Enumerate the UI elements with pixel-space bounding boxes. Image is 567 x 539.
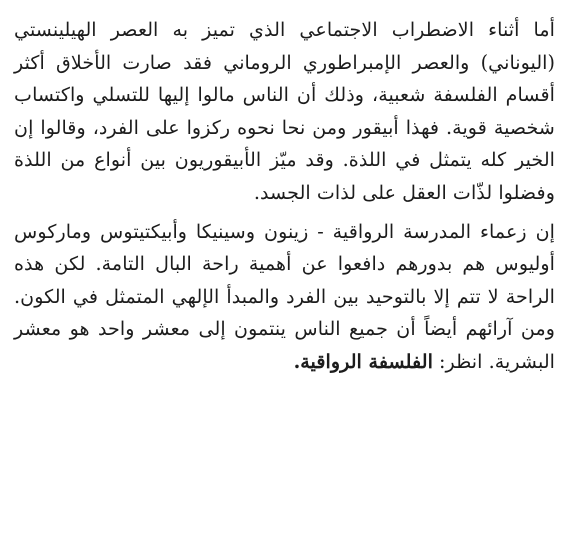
see-also-reference: الفلسفة الرواقية. (293, 349, 433, 373)
see-also-label: انظر: (439, 349, 483, 373)
document-page (14, 14, 555, 532)
paragraph-stoic-school (14, 216, 555, 379)
paragraph-stoic-text: إن زعماء المدرسة الرواقية - زينون وسينيكا وأبيكتيتوس وماركوس أوليوس هم بدورهم دافعوا عن أهمية راحة البال التامة. لكن هذه الراحة لا تتم إلا بالتوحيد بين الفرد والمبدأ الإلهي المتمثل في الكون. ومن آرائهم أيضاً أن جميع الناس ينتمون إلى معشر واحد هو معشر البشرية. (14, 219, 555, 373)
paragraph-ethics-hellenistic: أما أثناء الاضطراب الاجتماعي الذي تميز به العصر الهيلينستي (اليوناني) والعصر الإمبراطوري الروماني فقد صارت الأخلاق أكثر أقسام الفلسفة شعبية، وذلك أن الناس مالوا إليها للتسلي واكتساب شخصية قوية. فهذا أبيقور ومن نحا نحوه ركزوا على الفرد، وقالوا إن الخير كله يتمثل في اللذة. وقد ميّز الأبيقوريون بين أنواع من اللذة وفضلوا لذّات العقل على لذات الجسد. (14, 18, 555, 204)
